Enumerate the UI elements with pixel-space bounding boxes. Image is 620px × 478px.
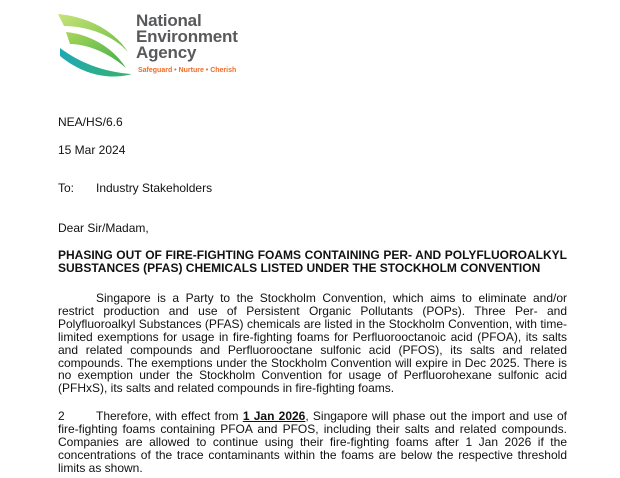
nea-leaf-icon (56, 12, 136, 82)
to-label: To: (58, 181, 75, 195)
letter-date: 15 Mar 2024 (58, 143, 126, 157)
paragraph-2-lead: Therefore, with effect from (96, 409, 243, 423)
logo-wordmark (136, 13, 238, 61)
paragraph-1: Singapore is a Party to the Stockholm Convention, which aims to eliminate and/or restrict production and use of Persistent Organic Pollutants (POPs). Three Per- and Polyfluoroalkyl Substances (PFAS) chemicals are listed in the Stockholm Convention, with time-limited exemptions for usage in fire-fighting foams for Perfluorooctanoic acid (PFOA), its salts and related compounds and Perfluorooctane sulfonic acid (PFOS), its salts and related compounds. The exemptions under the Stockholm Convention will expire in Dec 2025. There is no exemption under the Stockholm Convention for usage of Perfluorohexane sulfonic acid (PFHxS), its salts and related compounds in fire-fighting foams. (58, 291, 567, 396)
letter-heading: PHASING OUT OF FIRE-FIGHTING FOAMS CONTAINING PER- AND POLYFLUOROALKYL SUBSTANCES (PFAS) CHEMICALS LISTED UNDER THE STOCKHOLM CONVENTION (58, 248, 567, 275)
reference-number: NEA/HS/6.6 (58, 115, 123, 129)
logo-line-1: National (136, 11, 202, 30)
paragraph-2-rest: , Singapore will phase out the import and use of fire-fighting foams containing PFOA and PFOS, including their salts and related compounds. Companies are allowed to continue using their fire-fighting foams after 1 Jan 2026 if the concentrations of the trace contaminants within the foams are below the respective threshold limits as shown. (58, 409, 567, 475)
salutation: Dear Sir/Madam, (58, 221, 149, 235)
effective-date: 1 Jan 2026 (242, 409, 306, 423)
logo-line-3: Agency (136, 43, 197, 62)
nea-logo (56, 12, 256, 82)
logo-line-2: Environment (136, 27, 238, 46)
addressee: Industry Stakeholders (96, 181, 213, 195)
logo-tagline: Safeguard • Nurture • Cherish (138, 67, 237, 74)
paragraph-number: 2 (58, 409, 65, 423)
paragraph-2 (58, 410, 567, 475)
